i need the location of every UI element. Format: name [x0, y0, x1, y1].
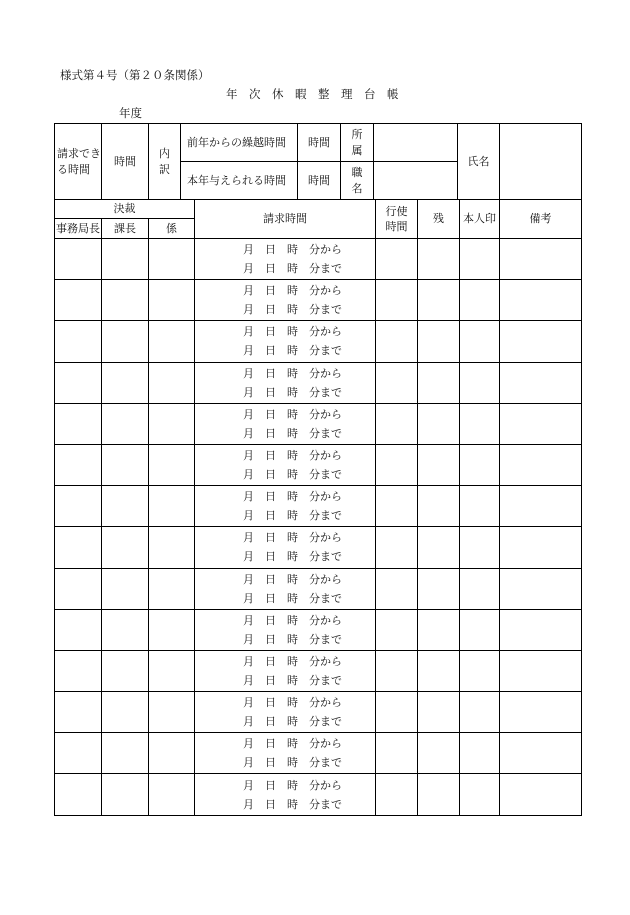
- carryover-hours-label: 前年からの繰越時間: [181, 124, 298, 162]
- used-hours-cell[interactable]: [376, 527, 418, 568]
- used-hours-cell[interactable]: [376, 733, 418, 774]
- director-cell[interactable]: [55, 650, 102, 691]
- director-cell[interactable]: [55, 486, 102, 527]
- section-chief-cell[interactable]: [102, 733, 149, 774]
- remaining-cell[interactable]: [418, 527, 460, 568]
- name-label: 氏名: [458, 124, 500, 200]
- remaining-cell[interactable]: [418, 403, 460, 444]
- remarks-cell[interactable]: [500, 527, 582, 568]
- remaining-cell[interactable]: [418, 733, 460, 774]
- used-hours-cell[interactable]: [376, 692, 418, 733]
- remarks-cell[interactable]: [500, 321, 582, 362]
- granted-hours-unit: 時間: [298, 162, 341, 200]
- remaining-cell[interactable]: [418, 362, 460, 403]
- position-value[interactable]: [374, 162, 458, 200]
- ledger-row: [55, 609, 582, 650]
- staff-cell[interactable]: [149, 527, 195, 568]
- ledger-row: [55, 650, 582, 691]
- request-to-text: 月 日 時 分まで: [243, 715, 343, 729]
- used-hours-cell[interactable]: [376, 321, 418, 362]
- fiscal-year-label: 年度: [119, 106, 142, 120]
- director-cell[interactable]: [55, 239, 102, 280]
- staff-cell[interactable]: [149, 362, 195, 403]
- carryover-hours-unit: 時間: [298, 124, 341, 162]
- remaining-cell[interactable]: [418, 650, 460, 691]
- request-to-text: 月 日 時 分まで: [243, 344, 343, 358]
- request-time-cell[interactable]: [195, 280, 376, 321]
- seal-cell[interactable]: [460, 650, 500, 691]
- section-chief-cell[interactable]: [102, 321, 149, 362]
- ledger-row: [55, 362, 582, 403]
- ledger-row: [55, 444, 582, 485]
- document-title: 年 次 休 暇 整 理 台 帳: [226, 87, 399, 101]
- request-from-text: 月 日 時 分から: [243, 572, 343, 586]
- request-time-cell[interactable]: [195, 650, 376, 691]
- section-chief-cell[interactable]: [102, 239, 149, 280]
- remarks-cell[interactable]: [500, 692, 582, 733]
- remarks-cell[interactable]: [500, 239, 582, 280]
- affiliation-value[interactable]: [374, 124, 458, 162]
- seal-cell[interactable]: [460, 609, 500, 650]
- ledger-rows: [55, 239, 582, 816]
- request-to-text: 月 日 時 分まで: [243, 468, 343, 482]
- remarks-cell[interactable]: [500, 280, 582, 321]
- staff-cell[interactable]: [149, 239, 195, 280]
- request-to-text: 月 日 時 分まで: [243, 797, 343, 811]
- remaining-cell[interactable]: [418, 239, 460, 280]
- ledger-row: [55, 568, 582, 609]
- seal-cell[interactable]: [460, 527, 500, 568]
- staff-cell[interactable]: [149, 403, 195, 444]
- remaining-cell[interactable]: [418, 692, 460, 733]
- remaining-cell[interactable]: [418, 444, 460, 485]
- section-chief-cell[interactable]: [102, 609, 149, 650]
- used-hours-cell[interactable]: [376, 486, 418, 527]
- header-table: [54, 123, 582, 200]
- section-chief-cell[interactable]: [102, 486, 149, 527]
- director-cell[interactable]: [55, 609, 102, 650]
- request-time-cell[interactable]: [195, 609, 376, 650]
- staff-cell[interactable]: [149, 444, 195, 485]
- staff-cell[interactable]: [149, 650, 195, 691]
- director-cell[interactable]: [55, 774, 102, 815]
- seal-cell[interactable]: [460, 774, 500, 815]
- remarks-cell[interactable]: [500, 774, 582, 815]
- used-hours-cell[interactable]: [376, 362, 418, 403]
- used-hours-cell[interactable]: [376, 239, 418, 280]
- remarks-cell[interactable]: [500, 568, 582, 609]
- staff-cell[interactable]: [149, 321, 195, 362]
- director-cell[interactable]: [55, 527, 102, 568]
- request-from-text: 月 日 時 分から: [243, 449, 343, 463]
- staff-cell[interactable]: [149, 568, 195, 609]
- remaining-cell[interactable]: [418, 609, 460, 650]
- used-hours-cell[interactable]: [376, 444, 418, 485]
- remaining-cell[interactable]: [418, 486, 460, 527]
- ledger-row: [55, 321, 582, 362]
- ledger-row: [55, 280, 582, 321]
- request-to-text: 月 日 時 分まで: [243, 756, 343, 770]
- ledger-row: [55, 486, 582, 527]
- request-to-text: 月 日 時 分まで: [243, 426, 343, 440]
- remaining-cell[interactable]: [418, 774, 460, 815]
- ledger-row: [55, 403, 582, 444]
- request-from-text: 月 日 時 分から: [243, 531, 343, 545]
- seal-cell[interactable]: [460, 692, 500, 733]
- request-from-text: 月 日 時 分から: [243, 407, 343, 421]
- staff-cell[interactable]: [149, 774, 195, 815]
- request-time-cell[interactable]: [195, 362, 376, 403]
- request-time-cell[interactable]: [195, 527, 376, 568]
- director-cell[interactable]: [55, 692, 102, 733]
- request-from-text: 月 日 時 分から: [243, 243, 343, 257]
- remarks-cell[interactable]: [500, 362, 582, 403]
- seal-cell[interactable]: [460, 486, 500, 527]
- approval-header: 決裁: [55, 200, 195, 219]
- ledger-row: [55, 733, 582, 774]
- seal-cell[interactable]: [460, 239, 500, 280]
- seal-cell[interactable]: [460, 280, 500, 321]
- remaining-header: 残: [418, 200, 460, 239]
- remaining-cell[interactable]: [418, 568, 460, 609]
- section-chief-cell[interactable]: [102, 280, 149, 321]
- staff-cell[interactable]: [149, 692, 195, 733]
- requestable-hours-label: 請求できる時間: [55, 124, 102, 200]
- remarks-cell[interactable]: [500, 486, 582, 527]
- request-from-text: 月 日 時 分から: [243, 325, 343, 339]
- ledger-row: [55, 239, 582, 280]
- section-chief-cell[interactable]: [102, 692, 149, 733]
- name-value[interactable]: [500, 124, 582, 200]
- request-to-text: 月 日 時 分まで: [243, 262, 343, 276]
- ledger-row: [55, 692, 582, 733]
- staff-cell[interactable]: [149, 280, 195, 321]
- request-to-text: 月 日 時 分まで: [243, 303, 343, 317]
- request-from-text: 月 日 時 分から: [243, 490, 343, 504]
- section-chief-cell[interactable]: [102, 650, 149, 691]
- director-cell[interactable]: [55, 444, 102, 485]
- director-cell[interactable]: [55, 280, 102, 321]
- request-time-header: 請求時間: [195, 200, 376, 239]
- ledger-row: [55, 774, 582, 815]
- request-to-text: 月 日 時 分まで: [243, 509, 343, 523]
- request-from-text: 月 日 時 分から: [243, 654, 343, 668]
- request-time-cell[interactable]: [195, 774, 376, 815]
- request-time-cell[interactable]: [195, 321, 376, 362]
- director-cell[interactable]: [55, 362, 102, 403]
- remarks-cell[interactable]: [500, 444, 582, 485]
- seal-cell[interactable]: [460, 733, 500, 774]
- used-hours-header: 行使時間: [376, 200, 418, 239]
- request-to-text: 月 日 時 分まで: [243, 385, 343, 399]
- request-time-cell[interactable]: [195, 239, 376, 280]
- request-to-text: 月 日 時 分まで: [243, 632, 343, 646]
- director-cell[interactable]: [55, 733, 102, 774]
- seal-cell[interactable]: [460, 568, 500, 609]
- request-time-cell[interactable]: [195, 444, 376, 485]
- request-from-text: 月 日 時 分から: [243, 613, 343, 627]
- director-cell[interactable]: [55, 568, 102, 609]
- section-chief-cell[interactable]: [102, 444, 149, 485]
- remarks-header: 備考: [500, 200, 582, 239]
- staff-cell[interactable]: [149, 609, 195, 650]
- used-hours-cell[interactable]: [376, 403, 418, 444]
- request-time-cell[interactable]: [195, 403, 376, 444]
- breakdown-label: 内訳: [149, 124, 181, 200]
- request-to-text: 月 日 時 分まで: [243, 591, 343, 605]
- request-to-text: 月 日 時 分まで: [243, 673, 343, 687]
- granted-hours-label: 本年与えられる時間: [181, 162, 298, 200]
- section-chief-cell[interactable]: [102, 403, 149, 444]
- affiliation-label: 所属: [341, 124, 374, 162]
- remarks-cell[interactable]: [500, 403, 582, 444]
- request-to-text: 月 日 時 分まで: [243, 550, 343, 564]
- seal-header: 本人印: [460, 200, 500, 239]
- request-time-cell[interactable]: [195, 486, 376, 527]
- section-chief-header: 課長: [102, 219, 149, 239]
- staff-header: 係: [149, 219, 195, 239]
- remarks-cell[interactable]: [500, 609, 582, 650]
- used-hours-cell[interactable]: [376, 609, 418, 650]
- used-hours-cell[interactable]: [376, 774, 418, 815]
- seal-cell[interactable]: [460, 444, 500, 485]
- seal-cell[interactable]: [460, 403, 500, 444]
- section-chief-cell[interactable]: [102, 568, 149, 609]
- request-from-text: 月 日 時 分から: [243, 366, 343, 380]
- ledger-row: [55, 527, 582, 568]
- request-time-cell[interactable]: [195, 733, 376, 774]
- section-chief-cell[interactable]: [102, 527, 149, 568]
- remaining-cell[interactable]: [418, 321, 460, 362]
- position-label: 職名: [341, 162, 374, 200]
- form-number: 様式第４号（第２０条関係）: [60, 68, 210, 82]
- director-cell[interactable]: [55, 403, 102, 444]
- staff-cell[interactable]: [149, 486, 195, 527]
- director-header: 事務局長: [55, 219, 102, 239]
- used-hours-cell[interactable]: [376, 568, 418, 609]
- remaining-cell[interactable]: [418, 280, 460, 321]
- request-time-cell[interactable]: [195, 568, 376, 609]
- ledger-table: [54, 199, 582, 816]
- seal-cell[interactable]: [460, 362, 500, 403]
- request-from-text: 月 日 時 分から: [243, 696, 343, 710]
- request-time-cell[interactable]: [195, 692, 376, 733]
- section-chief-cell[interactable]: [102, 362, 149, 403]
- director-cell[interactable]: [55, 321, 102, 362]
- used-hours-cell[interactable]: [376, 650, 418, 691]
- used-hours-cell[interactable]: [376, 280, 418, 321]
- section-chief-cell[interactable]: [102, 774, 149, 815]
- seal-cell[interactable]: [460, 321, 500, 362]
- requestable-hours-unit: 時間: [102, 124, 149, 200]
- remarks-cell[interactable]: [500, 650, 582, 691]
- staff-cell[interactable]: [149, 733, 195, 774]
- request-from-text: 月 日 時 分から: [243, 778, 343, 792]
- request-from-text: 月 日 時 分から: [243, 737, 343, 751]
- remarks-cell[interactable]: [500, 733, 582, 774]
- request-from-text: 月 日 時 分から: [243, 284, 343, 298]
